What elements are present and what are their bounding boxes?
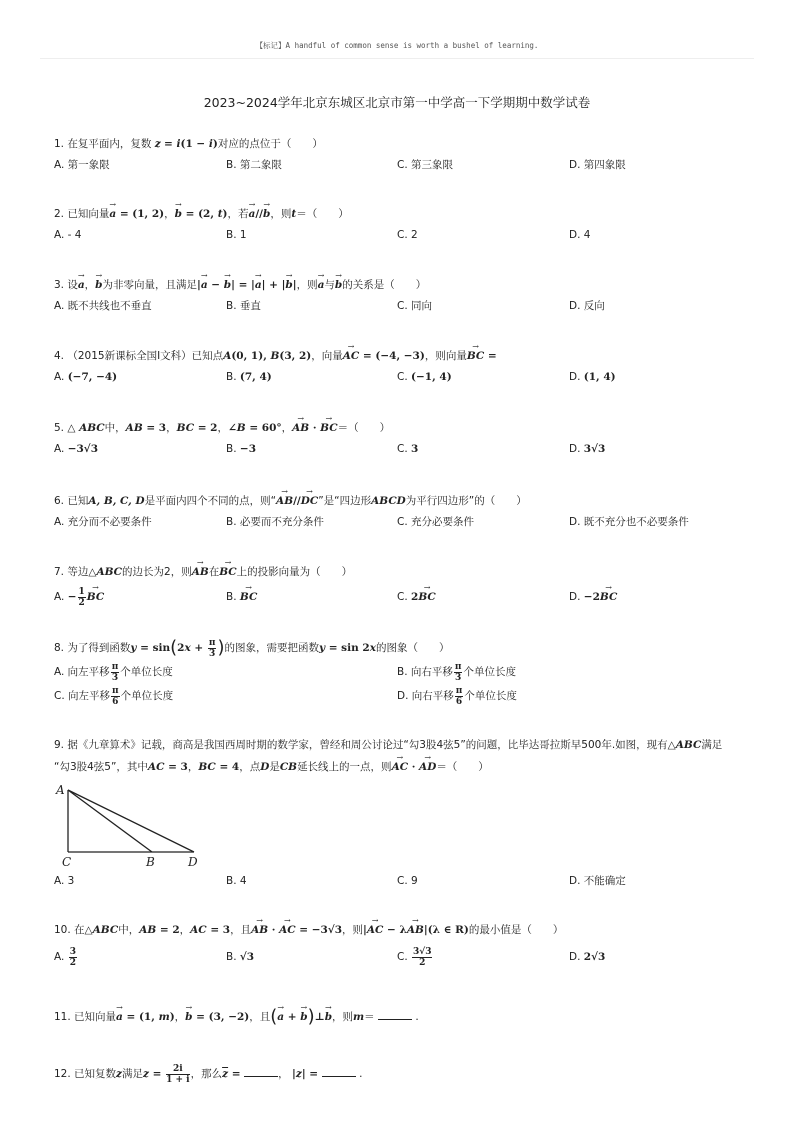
option-d[interactable]: D. 既不充分也不必要条件: [569, 516, 689, 528]
option-b[interactable]: B. √3: [226, 951, 255, 963]
answer-blank-conjugate[interactable]: [244, 1066, 278, 1077]
option-c[interactable]: C. (−1, 4): [397, 371, 452, 383]
option-b[interactable]: B. 垂直: [226, 300, 261, 312]
answer-blank-modulus[interactable]: [322, 1066, 356, 1077]
option-c[interactable]: C. $\frac{3√3}{2}$: [397, 946, 432, 968]
option-d[interactable]: D. 不能确定: [569, 875, 626, 887]
option-a[interactable]: A. 既不共线也不垂直: [54, 300, 152, 312]
option-d[interactable]: D. 2√3: [569, 951, 606, 963]
option-a[interactable]: A. - 4: [54, 229, 82, 241]
question-11: 11. 已知向量→ a = (1, m)，→ b = (3, −2)，且(→ a + → b)⊥→ b，则m＝ .: [54, 1006, 754, 1028]
option-a[interactable]: A. −3√3: [54, 443, 98, 455]
option-c[interactable]: C. 9: [397, 875, 418, 887]
question-10: 10. 在△ABC中，AB = 2，AC = 3，且→ AB · → AC = −3√3，则|→ AC − λ→ AB|(λ ∈ R)的最小值是（ ） A. $\frac{3}{2}$ B. √3 C. $\frac{3√3}{2}$ D. 2√3: [54, 922, 754, 971]
option-d[interactable]: D. 反向: [569, 300, 605, 312]
option-a[interactable]: A. 充分而不必要条件: [54, 516, 152, 528]
question-1: 1. 在复平面内，复数 z = i(1 − i)对应的点位于（ ） A. 第一象限 B. 第二象限 C. 第三象限 D. 第四象限: [54, 138, 626, 171]
option-a[interactable]: A. 3: [54, 875, 75, 887]
question-3: 3. 设→ a，→ b为非零向量，且满足|→ a − → b| = |→ a| + |→ b|，则→ a与→ b的关系是（ ） A. 既不共线也不垂直 B. 垂直 C. 同向 D. 反向: [54, 277, 754, 314]
triangle-figure: [54, 782, 214, 872]
label-d: D: [188, 855, 198, 869]
question-6: 6. 已知A, B, C, D是平面内四个不同的点，则“→ AB//→ DC”是“四边形ABCD为平行四边形”的（ ） A. 充分而不必要条件 B. 必要而不充分条件 C. 充分必要条件 D. 既不充分也不必要条件: [54, 493, 754, 530]
option-a[interactable]: A. (−7, −4): [54, 371, 118, 383]
option-b[interactable]: B. 必要而不充分条件: [226, 516, 324, 528]
question-2: 2. 已知向量→ a = (1, 2)，→ b = (2, t)，若→ a//→ b，则t＝（ ） A. - 4 B. 1 C. 2 D. 4: [54, 206, 754, 243]
option-c[interactable]: C. 2: [397, 229, 418, 241]
answer-blank-m[interactable]: [378, 1009, 412, 1020]
option-b[interactable]: B. 向右平移 $\frac{\pi}{3}$ 个单位长度: [397, 661, 516, 683]
label-c: C: [62, 855, 72, 869]
option-c[interactable]: C. 充分必要条件: [397, 516, 475, 528]
option-a[interactable]: A. $\frac{3}{2}$: [54, 946, 76, 968]
label-a: A: [56, 783, 65, 797]
option-c[interactable]: C. 3: [397, 443, 419, 455]
header-divider: [40, 58, 754, 59]
option-d[interactable]: D. 4: [569, 229, 591, 241]
label-b: B: [146, 855, 155, 869]
question-9: 9. 据《九章算术》记载，商高是我国西周时期的数学家，曾经和周公讨论过“勾3股4弦5”的问题，比毕达哥拉斯早500年.如图，现有△ABC满足 “勾3股4弦5”，其中AC = 3，BC = 4，点D是CB延长线上的一点，则→ AC · → AD＝（ ）: [54, 737, 754, 775]
question-8: 8. 为了得到函数y = sin(2x + $\frac{\pi}{3}$ )的图象，需要把函数y = sin 2x的图象（ ） A. 向左平移 $\frac{\pi}{3}$ 个单位长度 B. 向右平移 $\frac{\pi}{3}$ 个单位长度 C. 向左平移 $\frac{\pi}{6}$ 个单位长度 D. 向右平移 $\frac{\pi}{6}$ 个单位长度: [54, 637, 517, 707]
page-header-note: 【标记】A handful of common sense is worth a bushel of learning.: [255, 41, 539, 50]
question-5: 5. △ ABC中，AB = 3，BC = 2，∠B = 60°，→ AB · → BC＝（ ） A. −3√3 B. −3 C. 3 D. 3√3: [54, 420, 754, 457]
question-9-options: [54, 873, 754, 889]
option-a[interactable]: A. − $\frac{1}{2}$ → BC: [54, 585, 104, 609]
option-b[interactable]: B. → BC: [226, 585, 257, 609]
option-d[interactable]: D. 第四象限: [569, 159, 626, 171]
option-d[interactable]: D. −2→ BC: [569, 585, 617, 609]
option-d[interactable]: D. 向右平移 $\frac{\pi}{6}$ 个单位长度: [397, 685, 517, 707]
option-b[interactable]: B. 第二象限: [226, 159, 282, 171]
option-d[interactable]: D. 3√3: [569, 443, 606, 455]
option-b[interactable]: B. 1: [226, 229, 247, 241]
option-c[interactable]: C. 第三象限: [397, 159, 454, 171]
option-b[interactable]: B. −3: [226, 443, 256, 455]
option-a[interactable]: A. 第一象限: [54, 159, 110, 171]
question-4: 4. （2015新课标全国Ⅰ文科）已知点A(0, 1), B(3, 2)，向量→ AC = (−4, −3)，则向量→ BC = A. (−7, −4) B. (7, 4) C. (−1, 4) D. (1, 4): [54, 348, 754, 385]
option-b[interactable]: B. 4: [226, 875, 247, 887]
option-c[interactable]: C. 2→ BC: [397, 585, 436, 609]
page-title: 2023~2024学年北京东城区北京市第一中学高一下学期期中数学试卷: [203, 95, 591, 110]
question-7: 7. 等边△ABC的边长为2，则→ AB在→ BC上的投影向量为（ ） A. − $\frac{1}{2}$ → BC B. → BC C. 2→ BC D. −2→ BC: [54, 564, 754, 609]
question-12: 12. 已知复数z满足z = $\frac{2i}{1 + i}$ ，那么$\overline{z}$ = ， |z| = .: [54, 1063, 363, 1085]
option-c[interactable]: C. 同向: [397, 300, 433, 312]
option-c[interactable]: C. 向左平移 $\frac{\pi}{6}$ 个单位长度: [54, 685, 174, 707]
option-a[interactable]: A. 向左平移 $\frac{\pi}{3}$ 个单位长度: [54, 661, 173, 683]
option-b[interactable]: B. (7, 4): [226, 371, 272, 383]
option-d[interactable]: D. (1, 4): [569, 371, 616, 383]
